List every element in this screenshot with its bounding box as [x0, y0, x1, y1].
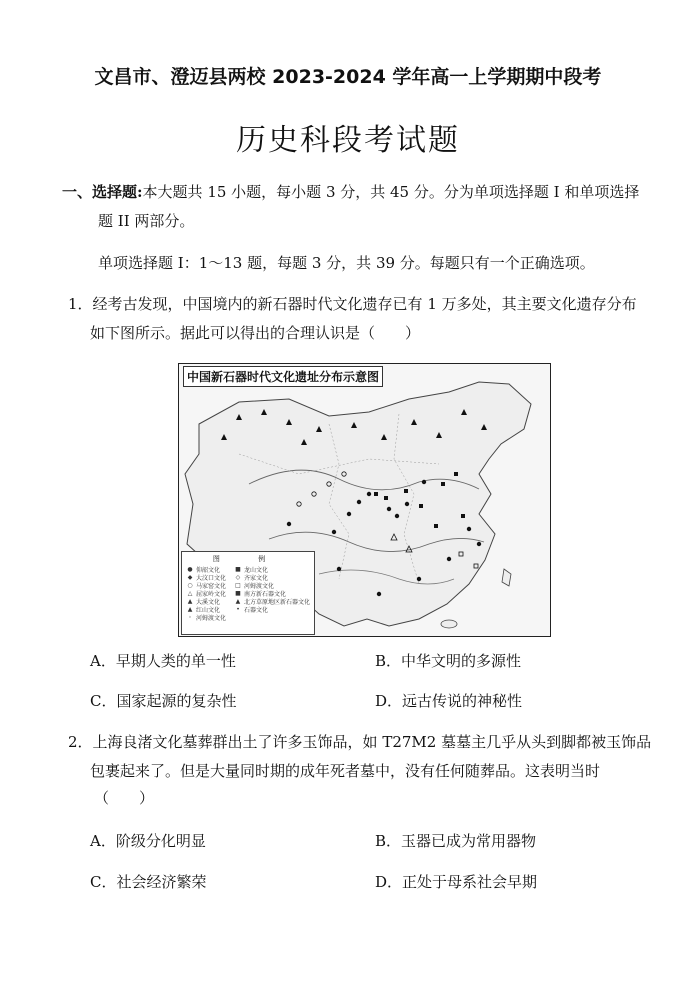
q2-stem-line1: 2．上海良渚文化墓葬群出土了许多玉饰品，如 T27M2 墓墓主几乎从头到脚都被玉饰品	[68, 733, 652, 751]
legend-item: ■ 龙山文化	[235, 565, 268, 574]
section-intro-line1	[62, 182, 639, 202]
q1-option-d[interactable]: D．远古传说的神秘性	[375, 692, 523, 710]
sub-heading: 单项选择题 I：1～13 题，每题 3 分，共 39 分。每题只有一个正确选项。	[98, 254, 595, 272]
legend-item: ▲ 北方草原地区新石器文化	[235, 597, 310, 606]
q2-stem-line2: 包裹起来了。但是大量同时期的成年死者墓中，没有任何随葬品。这表明当时	[90, 762, 601, 780]
legend-item: △ 屈家岭文化	[187, 589, 227, 598]
legend-item: ▲ 大溪文化	[187, 597, 221, 606]
legend-item: ◇ 齐家文化	[235, 573, 268, 582]
legend-item: ○ 马家窑文化	[187, 581, 227, 590]
q2-option-d[interactable]: D．正处于母系社会早期	[375, 873, 538, 891]
legend-item: ● 仰韶文化	[187, 565, 221, 574]
legend-item: ◦ 河姆渡文化	[188, 613, 227, 622]
section-intro-line2: 题 II 两部分。	[98, 212, 195, 230]
legend-item: • 石器文化	[236, 605, 268, 614]
q2-option-a[interactable]: A．阶级分化明显	[90, 832, 206, 850]
q1-option-c[interactable]: C．国家起源的复杂性	[90, 692, 237, 710]
q1-stem-line1: 1．经考古发现，中国境内的新石器时代文化遗存已有 1 万多处，其主要文化遗存分布	[68, 295, 637, 313]
q2-stem-line3: （ ）	[94, 789, 155, 807]
legend-item: ■ 南方新石器文化	[235, 589, 286, 598]
legend-item: ◆ 大汶口文化	[187, 573, 227, 582]
q1-option-a[interactable]: A．早期人类的单一性	[90, 652, 236, 670]
legend-heading: 图 例	[212, 555, 284, 563]
map-title: 中国新石器时代文化遗址分布示意图	[183, 366, 383, 387]
q2-option-b[interactable]: B．玉器已成为常用器物	[375, 832, 537, 850]
section-intro-text: 本大题共 15 小题，每小题 3 分，共 45 分。分为单项选择题 I 和单项选择	[142, 183, 640, 201]
q2-option-c[interactable]: C．社会经济繁荣	[90, 873, 207, 891]
legend-item: □ 河姆渡文化	[235, 581, 274, 590]
section-heading: 一、选择题:	[62, 183, 143, 201]
q1-option-b[interactable]: B．中华文明的多源性	[375, 652, 522, 670]
q1-stem-line2: 如下图所示。据此可以得出的合理认识是（ ）	[90, 324, 421, 342]
school-title: 文昌市、澄迈县两校 2023-2024 学年高一上学期期中段考	[94, 66, 602, 88]
legend-item: ▲ 红山文化	[187, 605, 221, 614]
map-figure	[178, 363, 551, 637]
map-legend	[181, 551, 315, 635]
exam-title: 历史科段考试题	[236, 123, 460, 158]
